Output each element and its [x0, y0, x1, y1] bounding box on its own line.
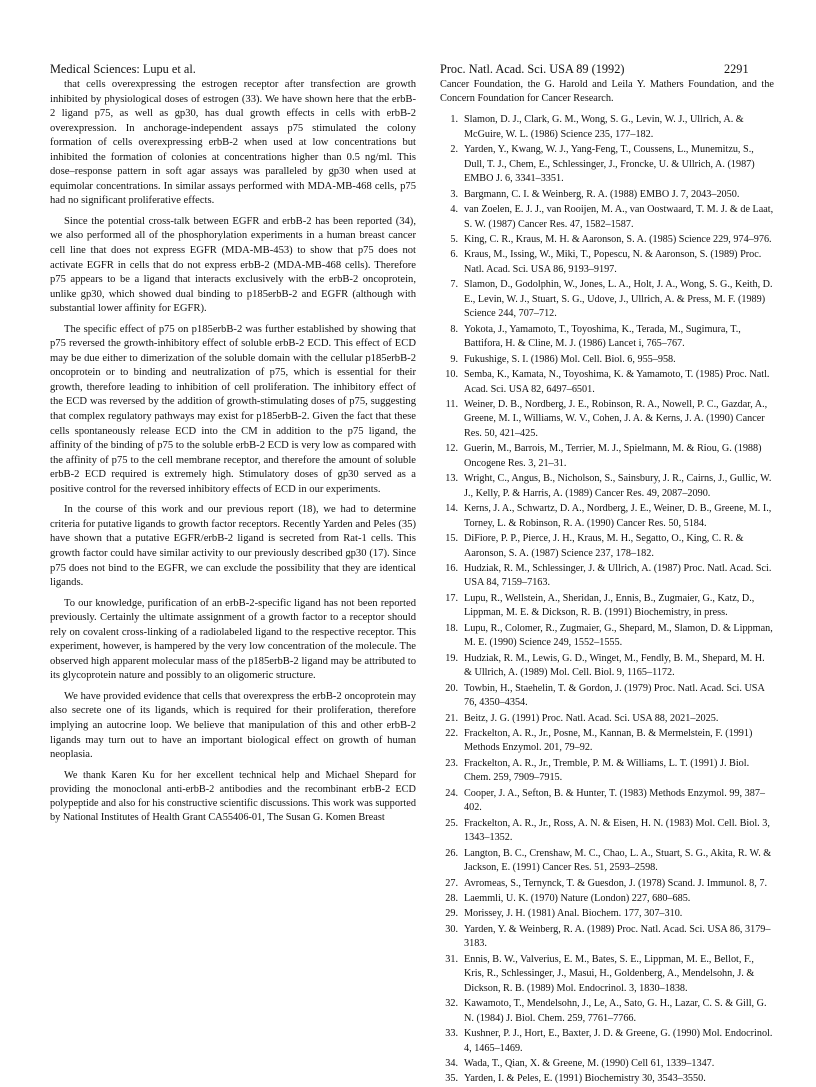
reference-number: 13.	[445, 473, 458, 485]
reference-number: 19.	[445, 652, 458, 664]
reference-text: Lupu, R., Colomer, R., Zugmaier, G., Shepard, M., Slamon, D. & Lippman, M. E. (1990) Science 249, 1552–1555.	[464, 622, 773, 649]
reference-number: 35.	[445, 1073, 458, 1085]
reference-number: 17.	[445, 592, 458, 604]
reference-text: Towbin, H., Staehelin, T. & Gordon, J. (1979) Proc. Natl. Acad. Sci. USA 76, 4350–4354.	[464, 682, 765, 709]
left-column	[50, 78, 416, 825]
reference-text: Frackelton, A. R., Jr., Tremble, P. M. & Williams, L. T. (1991) J. Biol. Chem. 259, 7909–7915.	[464, 757, 750, 784]
reference-text: DiFiore, P. P., Pierce, J. H., Kraus, M. H., Segatto, O., King, C. R. & Aaronson, S. A. (1987) Science 237, 178–182.	[464, 533, 744, 559]
reference-number: 18.	[445, 622, 458, 634]
reference-item	[440, 997, 774, 1026]
body-paragraph: The specific effect of p75 on p185erbB-2 was further established by showing that p75 reversed the growth-inhibitory effect of soluble erbB-2 ECD. This effect of ECD may be due either to dimerization of the soluble domain with the cellular p185erbB-2 oncoprotein or to binding and neutralization of p75, which is essential for their growth, therefore leading to inhibition of cell proliferation. The inhibitory effect of the ECD was reversed by the addition of growth-stimulating doses of p75, suggesting that complex regulatory pathways may exist for p185erbB-2. Given the fact that these cells spontaneously release ECD into the CM in addition to the p75 ligand, the affinity of the binding of p75 to the soluble erbB-2 ECD is very low as compared with the affinity of p75 to the cell membrane receptor, and therefore the amount of soluble erbB-2 ECD required is extremely high. Stimulatory doses of gp30 served as a positive control for the reversed inhibitory effects of ECD in our experiments.	[50, 323, 416, 495]
reference-item	[440, 1057, 774, 1071]
journal-citation: Proc. Natl. Acad. Sci. USA 89 (1992)	[440, 62, 625, 76]
reference-text: Beitz, J. G. (1991) Proc. Natl. Acad. Sci. USA 88, 2021–2025.	[464, 712, 719, 724]
reference-number: 15.	[445, 533, 458, 545]
reference-text: Hudziak, R. M., Lewis, G. D., Winget, M., Fendly, B. M., Shepard, M. H. & Ullrich, A. (1989) Mol. Cell. Biol. 9, 1165–1172.	[464, 652, 765, 679]
reference-text: Yarden, Y., Kwang, W. J., Yang-Feng, T., Coussens, L., Munemitzu, S., Dull, T. J., Chem, E., Schlessinger, J., Froncke, U. & Ullrich, A. (1987) EMBO J. 6, 3341–3351.	[464, 144, 755, 185]
reference-text: Yarden, I. & Peles, E. (1991) Biochemistry 30, 3543–3550.	[464, 1073, 706, 1085]
reference-item	[440, 442, 774, 471]
reference-item	[440, 622, 774, 651]
reference-item	[440, 757, 774, 786]
reference-item	[440, 368, 774, 397]
acknowledgment: We thank Karen Ku for her excellent technical help and Michael Shepard for providing the monoclonal anti-erbB-2 antibodies and the recombinant erbB-2 ECD polypeptide and also for his constructive scientific discussions. This work was supported by National Institutes of Health Grant CA55406-01, The Susan G. Komen Breast	[50, 769, 416, 824]
reference-number: 16.	[445, 563, 458, 574]
reference-number: 7.	[450, 279, 458, 291]
reference-number: 12.	[445, 443, 458, 455]
reference-item	[440, 712, 774, 726]
reference-number: 20.	[445, 682, 458, 694]
reference-item	[440, 592, 774, 621]
reference-item	[440, 817, 774, 846]
reference-text: Slamon, D. J., Clark, G. M., Wong, S. G., Levin, W. J., Ullrich, A. & McGuire, W. L. (1986) Science 235, 177–182.	[464, 114, 744, 140]
reference-number: 14.	[445, 503, 458, 515]
reference-number: 22.	[445, 727, 458, 739]
reference-number: 6.	[450, 249, 458, 261]
reference-item	[440, 532, 774, 561]
reference-text: Wright, C., Angus, B., Nicholson, S., Sainsbury, J. R., Cairns, J., Gullic, W. J., Kelly, P. & Harris, A. (1989) Cancer Res. 49, 2087–2090.	[464, 473, 772, 499]
reference-item	[440, 652, 774, 681]
reference-text: Yokota, J., Yamamoto, T., Toyoshima, K., Terada, M., Sugimura, T., Battifora, H. & Cline, M. J. (1986) Lancet i, 765–767.	[464, 323, 741, 350]
reference-item	[440, 892, 774, 906]
reference-text: Frackelton, A. R., Jr., Ross, A. N. & Eisen, H. N. (1983) Mol. Cell. Biol. 3, 1343–1352.	[464, 817, 770, 844]
reference-number: 28.	[445, 892, 458, 904]
body-paragraph: We have provided evidence that cells that overexpress the erbB-2 oncoprotein may also secrete one of its ligands, which is required for their proliferation, therefore implying an autocrine loop. We believe that manipulation of this and other erbB-2 ligands may turn out to have an important biological effect on growth of human neoplasia.	[50, 690, 416, 761]
body-paragraph: that cells overexpressing the estrogen receptor after transfection are growth inhibited by physiological doses of estrogen (33). We have shown here that the erbB-2 ligand p75, as well as gp30, has dual growth effects in cells with erbB-2 overexpression. In anchorage-independent assays p75 stimulated the colony formation of cells overexpressing erbB-2 when used at low concentrations but inhibited the formation of colonies at concentrations higher than 0.5 ng/ml. This dose–response pattern in soft agar assays was paralleled by gp30 when used at equimolar concentrations. In similar assays performed with MDA-MB-468 cells, p75 had no significant proliferative effects.	[50, 79, 416, 207]
acknowledgment-continued: Cancer Foundation, the G. Harold and Leila Y. Mathers Foundation, and the Concern Foundation for Cancer Research.	[440, 79, 774, 105]
reference-number: 23.	[445, 757, 458, 769]
reference-item	[440, 682, 774, 711]
reference-item	[440, 472, 774, 501]
reference-number: 5.	[450, 234, 458, 246]
reference-number: 26.	[445, 847, 458, 859]
running-header-left: Medical Sciences: Lupu et al.	[50, 62, 196, 76]
reference-text: Hudziak, R. M., Schlessinger, J. & Ullrich, A. (1987) Proc. Natl. Acad. Sci. USA 84, 7159–7163.	[464, 563, 772, 589]
reference-number: 4.	[450, 204, 458, 216]
reference-text: Avromeas, S., Ternynck, T. & Guesdon, J. (1978) Scand. J. Immunol. 8, 7.	[464, 877, 767, 889]
body-paragraph: To our knowledge, purification of an erbB-2-specific ligand has not been reported previously. Certainly the ultimate assignment of a growth factor to a receptor should rely on covalent cross-linking of a radiolabeled ligand to the respective receptor. This experiment, however, is hampered by the very low concentration of the molecule. The observed high apparent molecular mass of the p185erbB-2 ligand may be attributed to its glycoprotein nature and possibly to an oligomeric structure.	[50, 597, 416, 682]
reference-item	[440, 233, 774, 247]
reference-text: Morissey, J. H. (1981) Anal. Biochem. 177, 307–310.	[464, 908, 683, 920]
reference-number: 31.	[445, 953, 458, 965]
reference-number: 30.	[445, 923, 458, 935]
right-column	[440, 78, 774, 1087]
reference-number: 32.	[445, 998, 458, 1010]
reference-item	[440, 1027, 774, 1056]
reference-text: Frackelton, A. R., Jr., Posne, M., Kannan, B. & Mermelstein, F. (1991) Methods Enzymol. 201, 79–92.	[464, 727, 753, 754]
reference-item	[440, 353, 774, 367]
reference-item	[440, 923, 774, 952]
reference-text: Yarden, Y. & Weinberg, R. A. (1989) Proc. Natl. Acad. Sci. USA 86, 3179–3183.	[464, 923, 771, 950]
reference-number: 8.	[450, 323, 458, 335]
reference-text: Guerin, M., Barrois, M., Terrier, M. J., Spielmann, M. & Riou, G. (1988) Oncogene Res. 3, 21–31.	[464, 443, 762, 469]
reference-text: Kawamoto, T., Mendelsohn, J., Le, A., Sato, G. H., Lazar, C. S. & Gill, G. N. (1984) J. Biol. Chem. 259, 7761–7766.	[464, 998, 767, 1024]
reference-text: Kraus, M., Issing, W., Miki, T., Popescu, N. & Aaronson, S. (1989) Proc. Natl. Acad. Sci. USA 86, 9193–9197.	[464, 249, 762, 275]
reference-item	[440, 143, 774, 186]
reference-text: Wada, T., Qian, X. & Greene, M. (1990) Cell 61, 1339–1347.	[464, 1057, 715, 1069]
reference-text: Fukushige, S. I. (1986) Mol. Cell. Biol. 6, 955–958.	[464, 353, 676, 365]
reference-text: Cooper, J. A., Sefton, B. & Hunter, T. (1983) Methods Enzymol. 99, 387–402.	[464, 787, 766, 814]
reference-text: Ennis, B. W., Valverius, E. M., Bates, S. E., Lippman, M. E., Bellot, F., Kris, R., Schlessinger, J., Masui, H., Goldenberg, A., Mendelsohn, J. & Dickson, R. B. (1989) Mol. Endocrinol. 3, 1830–1838.	[464, 953, 755, 994]
page-number: 2291	[724, 62, 749, 76]
reference-number: 11.	[445, 399, 458, 411]
reference-item	[440, 877, 774, 891]
reference-number: 25.	[445, 817, 458, 829]
running-header-right	[440, 62, 749, 77]
reference-item	[440, 203, 774, 232]
reference-number: 9.	[450, 353, 458, 365]
reference-number: 29.	[445, 908, 458, 920]
reference-item	[440, 953, 774, 996]
reference-item	[440, 787, 774, 816]
reference-text: Kerns, J. A., Schwartz, D. A., Nordberg, J. E., Weiner, D. B., Greene, M. I., Torney, L. & Robinson, R. A. (1990) Cancer Res. 50, 5184.	[464, 503, 772, 529]
reference-item	[440, 907, 774, 921]
reference-item	[440, 188, 774, 202]
reference-number: 1.	[450, 114, 458, 126]
reference-list	[440, 113, 774, 1086]
reference-number: 27.	[445, 877, 458, 889]
reference-item	[440, 248, 774, 277]
reference-number: 10.	[445, 369, 458, 381]
reference-item	[440, 1072, 774, 1086]
reference-text: Lupu, R., Wellstein, A., Sheridan, J., Ennis, B., Zugmaier, G., Katz, D., Lippman, M. E. & Dickson, R. B. (1991) Biochemistry, in press.	[464, 592, 755, 619]
reference-text: Bargmann, C. I. & Weinberg, R. A. (1988) EMBO J. 7, 2043–2050.	[464, 188, 740, 200]
reference-text: Semba, K., Kamata, N., Toyoshima, K. & Yamamoto, T. (1985) Proc. Natl. Acad. Sci. USA 82, 6497–6501.	[464, 369, 770, 395]
reference-number: 34.	[445, 1057, 458, 1069]
reference-item	[440, 398, 774, 441]
reference-number: 24.	[445, 787, 458, 799]
reference-number: 2.	[450, 144, 458, 156]
reference-item	[440, 323, 774, 352]
reference-text: Weiner, D. B., Nordberg, J. E., Robinson, R. A., Nowell, P. C., Gazdar, A., Greene, M. I., Williams, W. V., Cohen, J. A. & Kerns, J. A. (1990) Cancer Res. 50, 421–425.	[464, 399, 768, 439]
reference-text: Langton, B. C., Crenshaw, M. C., Chao, L. A., Stuart, S. G., Akita, R. W. & Jackson, E. (1991) Cancer Res. 51, 2593–2598.	[464, 847, 772, 874]
reference-text: van Zoelen, E. J. J., van Rooijen, M. A., van Oostwaard, T. M. J. & de Laat, S. W. (1987) Cancer Res. 47, 1582–1587.	[464, 204, 774, 230]
reference-number: 33.	[445, 1028, 458, 1040]
reference-item	[440, 562, 774, 591]
reference-item	[440, 727, 774, 756]
body-paragraph: Since the potential cross-talk between EGFR and erbB-2 has been reported (34), we also performed all of the phosphorylation experiments in a human breast cancer cell line that does not express EGFR (MDA-MB-453) to show that p75 does not activate EGFR in cells that do not express erbB-2 (MDA-MB-468 cells). Therefore p75 appears to be a ligand that interacts exclusively with the erbB-2 oncoprotein, unlike gp30, which showed dual binding to p185erbB-2 and EGFR (although with substantial lower affinity for EGFR).	[50, 215, 416, 315]
reference-item	[440, 847, 774, 876]
reference-text: Slamon, D., Godolphin, W., Jones, L. A., Holt, J. A., Wong, S. G., Keith, D. E., Levin, W. J., Stuart, S. G., Udove, J., Ullrich, A. & Press, M. F. (1989) Science 244, 707–712.	[464, 279, 773, 320]
reference-number: 21.	[445, 712, 458, 724]
reference-text: Kushner, P. J., Hort, E., Baxter, J. D. & Greene, G. (1990) Mol. Endocrinol. 4, 1465–1469.	[464, 1028, 773, 1054]
reference-text: Laemmli, U. K. (1970) Nature (London) 227, 680–685.	[464, 892, 691, 904]
reference-item	[440, 113, 774, 142]
reference-item	[440, 502, 774, 531]
reference-number: 3.	[450, 188, 458, 200]
body-paragraph: In the course of this work and our previous report (18), we had to determine criteria for putative ligands to growth factor receptors. Recently Yarden and Peles (35) have shown that a putative EGFR/erbB-2 ligand is secreted from Rat-1 cells. This growth factor could have similar activity to our previously described gp30 (17). Since p75 does not bind to the EGFR, we can exclude the possibility that they are identical ligands.	[50, 504, 416, 589]
reference-item	[440, 278, 774, 321]
reference-text: King, C. R., Kraus, M. H. & Aaronson, S. A. (1985) Science 229, 974–976.	[464, 234, 772, 246]
